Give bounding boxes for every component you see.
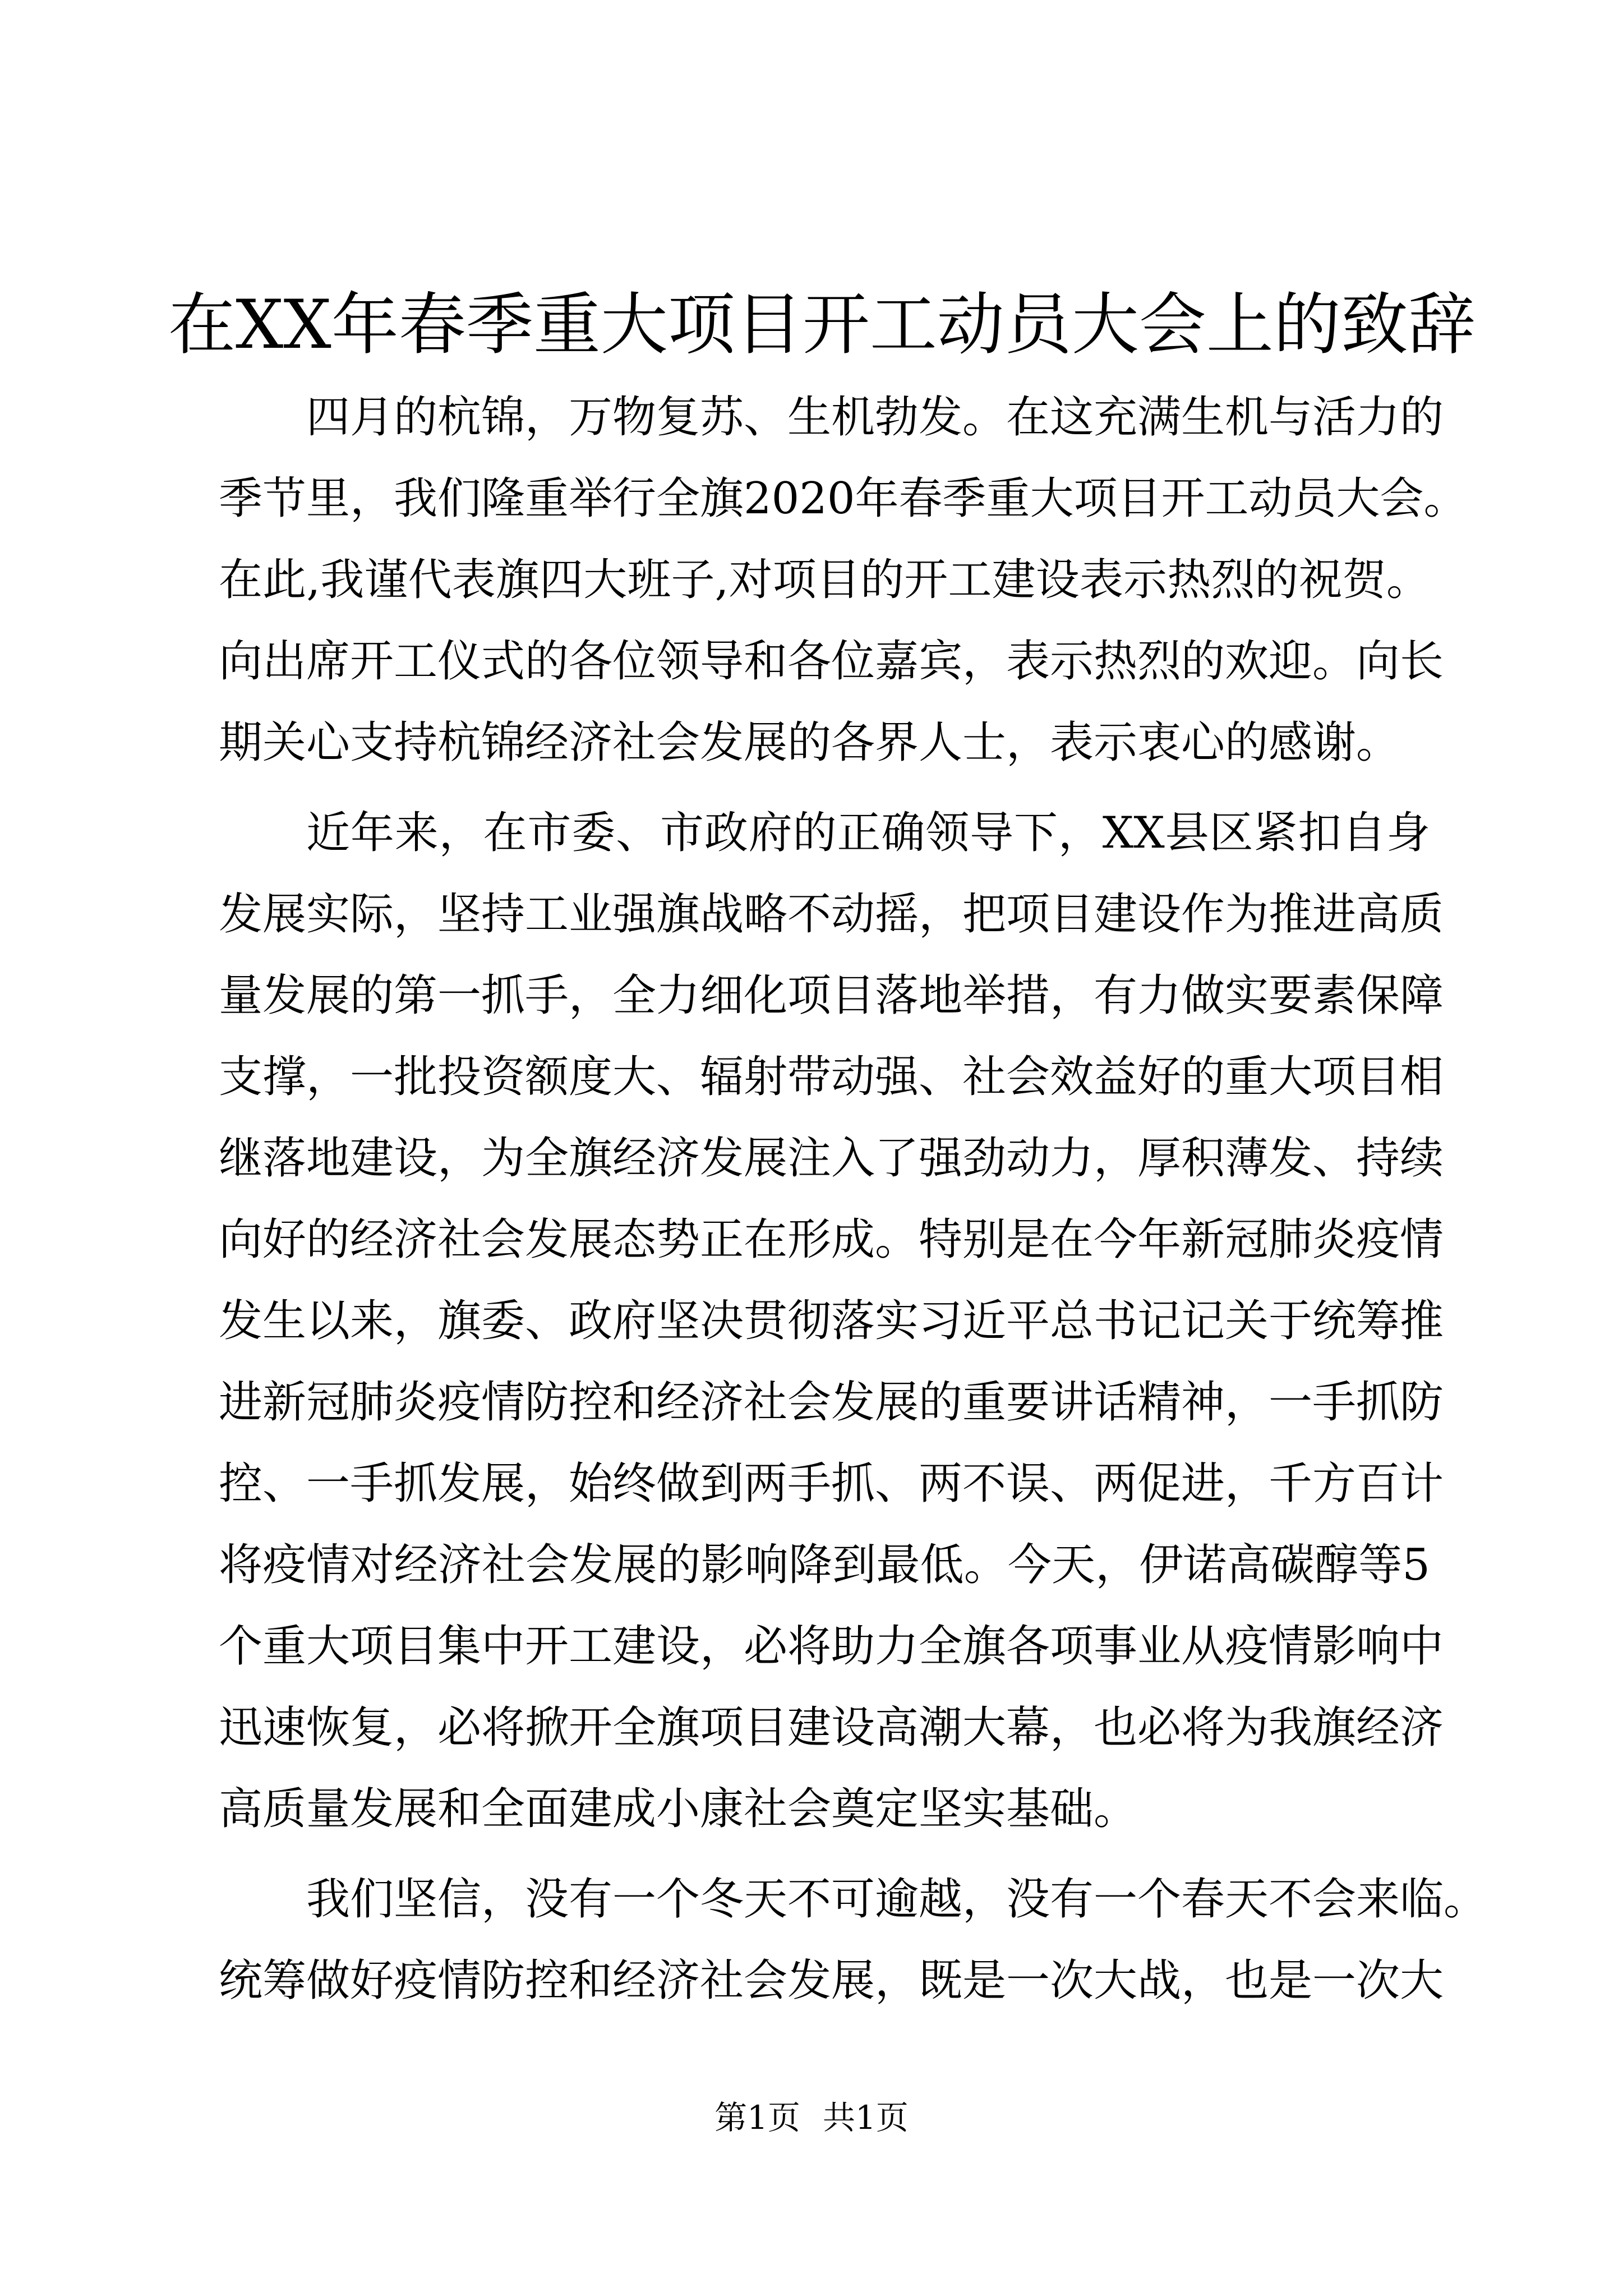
document-title: 在XX年春季重大项目开工动员大会上的致辞 [168, 286, 1476, 364]
text-line: 支撑，一批投资额度大、辐射带动强、社会效益好的重大项目相 [219, 1052, 1444, 1102]
text-line: 期关心支持杭锦经济社会发展的各界人士，表示衷心的感谢。 [219, 717, 1400, 768]
text-line: 统筹做好疫情防控和经济社会发展，既是一次大战，也是一次大 [219, 1955, 1444, 2006]
text-line: 量发展的第一抓手，全力细化项目落地举措，有力做实要素保障 [219, 970, 1444, 1021]
text-line: 控、一手抓发展，始终做到两手抓、两不误、两促进，千方百计 [219, 1458, 1444, 1509]
text-line: 我们坚信，没有一个冬天不可逾越，没有一个春天不会来临。 [306, 1874, 1488, 1925]
text-line: 迅速恢复，必将掀开全旗项目建设高潮大幕，也必将为我旗经济 [219, 1703, 1444, 1753]
page-footer [0, 2095, 1623, 2140]
text-line: 发展实际，坚持工业强旗战略不动摇，把项目建设作为推进高质 [219, 889, 1444, 940]
text-line: 发生以来，旗委、政府坚决贯彻落实习近平总书记记关于统筹推 [219, 1296, 1444, 1346]
text-line: 高质量发展和全面建成小康社会奠定坚实基础。 [219, 1784, 1138, 1834]
text-line: 在此,我谨代表旗四大班子,对项目的开工建设表示热烈的祝贺。 [219, 555, 1430, 605]
page-total: 共1页 [823, 2099, 909, 2137]
text-line: 进新冠肺炎疫情防控和经济社会发展的重要讲话精神，一手抓防 [219, 1377, 1444, 1428]
text-line: 个重大项目集中开工建设，必将助力全旗各项事业从疫情影响中 [219, 1621, 1444, 1672]
text-line: 近年来，在市委、市政府的正确领导下，XX县区紧扣自身 [306, 808, 1430, 858]
text-line: 继落地建设，为全旗经济发展注入了强劲动力，厚积薄发、持续 [219, 1133, 1444, 1184]
text-line: 将疫情对经济社会发展的影响降到最低。今天，伊诺高碳醇等5 [219, 1540, 1430, 1590]
paragraph-1 [219, 377, 1468, 784]
paragraph-2 [219, 793, 1444, 1850]
document-body [219, 377, 1488, 2022]
text-line: 四月的杭锦，万物复苏、生机勃发。在这充满生机与活力的 [306, 392, 1444, 443]
text-line: 季节里，我们隆重举行全旗2020年春季重大项目开工动员大会。 [219, 473, 1468, 524]
page-number: 第1页 [714, 2099, 800, 2137]
paragraph-3 [219, 1859, 1488, 2022]
text-line: 向好的经济社会发展态势正在形成。特别是在今年新冠肺炎疫情 [219, 1214, 1444, 1265]
text-line: 向出席开工仪式的各位领导和各位嘉宾，表示热烈的欢迎。向长 [219, 636, 1444, 687]
